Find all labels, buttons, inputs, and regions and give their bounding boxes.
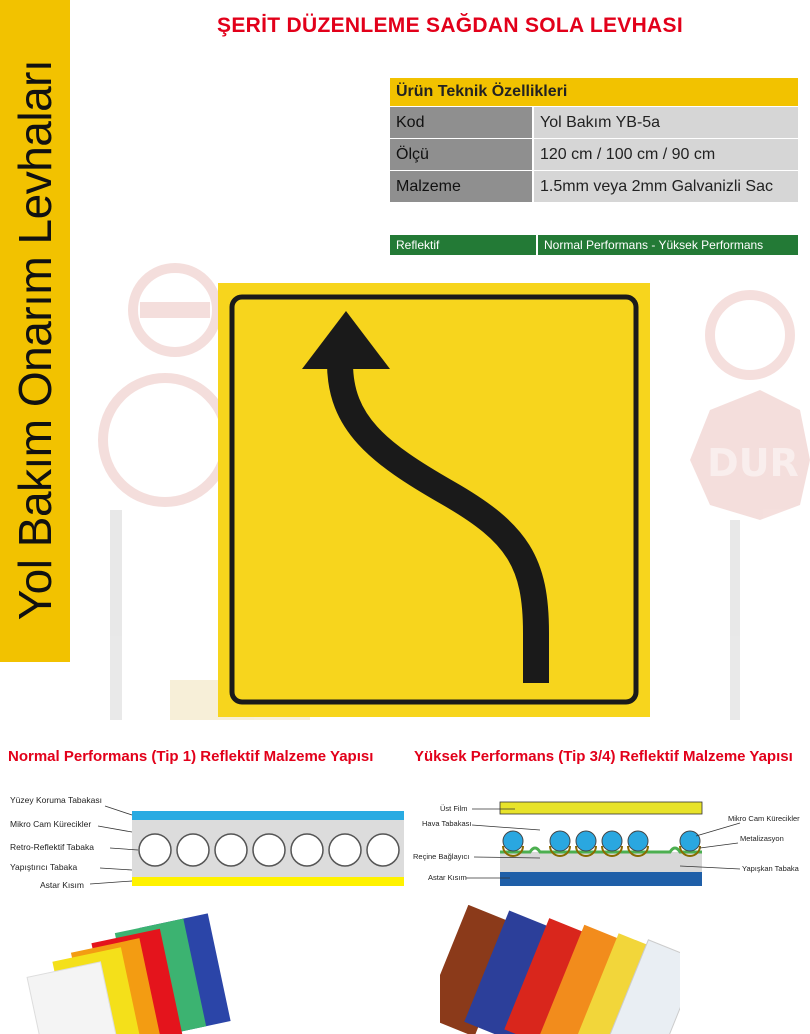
- side-banner: [0, 0, 70, 662]
- spec-label-code: Kod: [390, 107, 533, 139]
- high-label-top-film: Üst Film: [440, 804, 468, 813]
- normal-samples-image: [20, 910, 250, 1034]
- spec-row: [390, 139, 798, 171]
- high-performance-title: Yüksek Performans (Tip 3/4) Reflektif Malzeme Yapısı: [414, 748, 793, 765]
- page-title: ŞERİT DÜZENLEME SAĞDAN SOLA LEVHASI: [217, 14, 683, 37]
- spec-row: [390, 171, 798, 203]
- normal-label-adhesive: Yapıştırıcı Tabaka: [10, 862, 78, 872]
- high-samples-image: [440, 905, 680, 1034]
- normal-label-microbeads: Mikro Cam Kürecikler: [10, 819, 92, 829]
- normal-performance-title: Normal Performans (Tip 1) Reflektif Malzeme Yapısı: [8, 748, 374, 765]
- spec-header-row: [390, 78, 798, 107]
- side-banner-title: Yol Bakım Onarım Levhaları: [9, 59, 61, 621]
- spec-value-material: 1.5mm veya 2mm Galvanizli Sac: [533, 171, 798, 203]
- spec-header: Ürün Teknik Özellikleri: [390, 78, 798, 107]
- high-label-liner: Astar Kısım: [428, 873, 467, 882]
- high-label-air-layer: Hava Tabakası: [422, 819, 472, 828]
- spec-label-material: Malzeme: [390, 171, 533, 203]
- spec-row: [390, 107, 798, 139]
- normal-performance-diagram: [0, 780, 410, 900]
- normal-label-surface: Yüzey Koruma Tabakası: [10, 795, 102, 805]
- stop-sign-text: DUR: [707, 441, 799, 485]
- lane-shift-sign: [218, 283, 650, 717]
- high-label-microbeads: Mikro Cam Kürecikler: [728, 814, 800, 823]
- spec-value-size: 120 cm / 100 cm / 90 cm: [533, 139, 798, 171]
- high-label-metallization: Metalizasyon: [740, 834, 784, 843]
- normal-label-liner: Astar Kısım: [40, 880, 84, 890]
- high-performance-diagram: [410, 780, 810, 900]
- high-label-adhesive: Yapışkan Tabaka: [742, 864, 799, 873]
- spec-label-size: Ölçü: [390, 139, 533, 171]
- reflective-label: Reflektif: [390, 235, 538, 255]
- spec-table: [390, 78, 798, 203]
- spec-value-code: Yol Bakım YB-5a: [533, 107, 798, 139]
- reflective-value: Normal Performans - Yüksek Performans: [538, 235, 798, 255]
- normal-label-retroreflective: Retro-Reflektif Tabaka: [10, 842, 94, 852]
- high-label-resin: Reçine Bağlayıcı: [413, 852, 470, 861]
